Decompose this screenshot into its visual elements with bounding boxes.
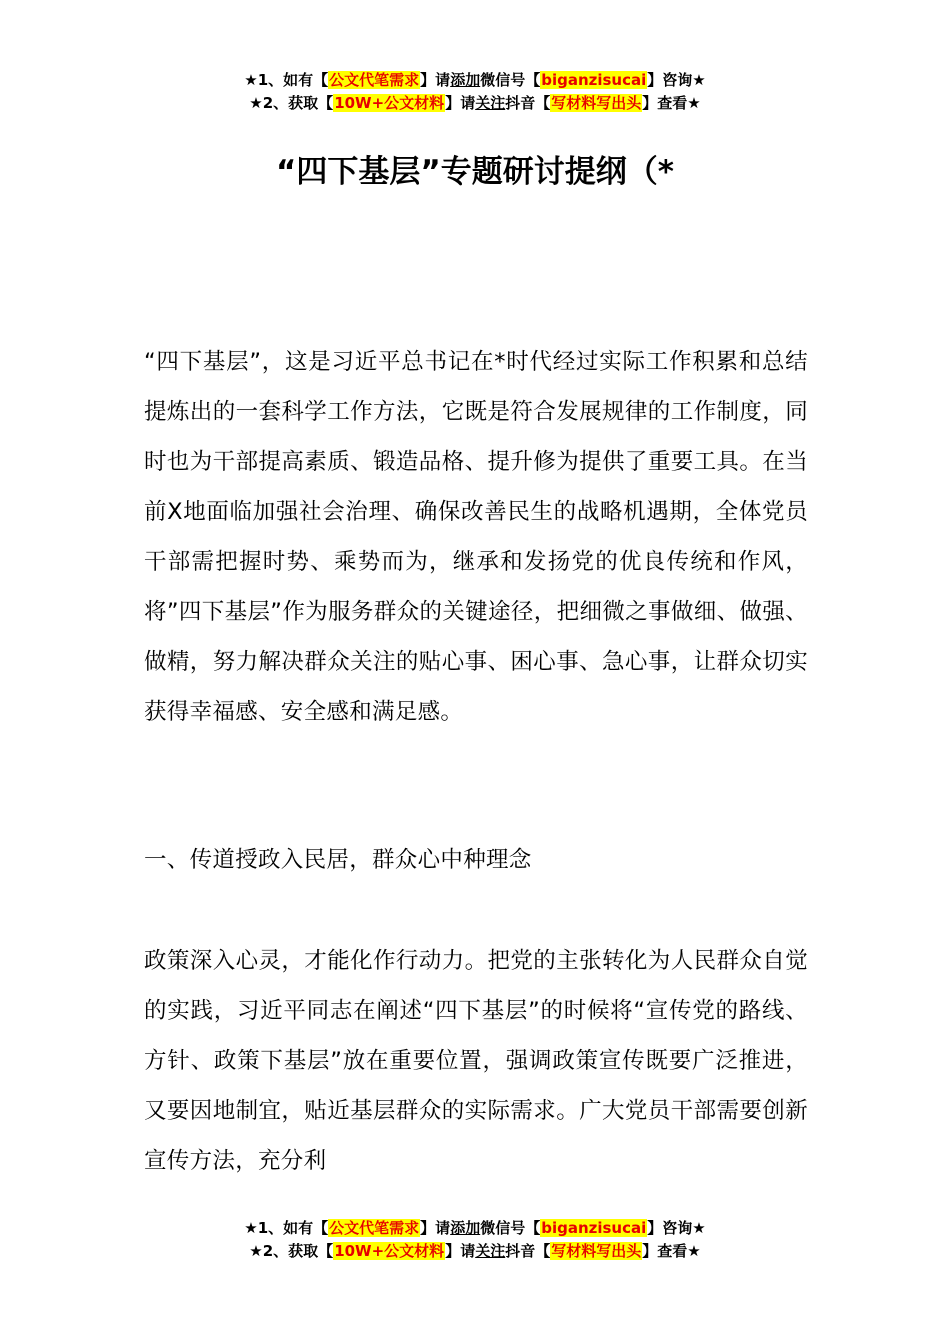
banner-line-1	[0, 69, 950, 92]
banner-text: ★2、获取【	[249, 94, 334, 112]
banner-text: 】请	[445, 94, 476, 112]
paragraph-text: “四下基层”，这是习近平总书记在*时代经过实际工作积累和总结提炼出的一套科学工作方法，它既是符合发展规律的工作制度，同时也为干部提高素质、锻造品格、提升修为提供了重要工具。在当前X地面临加强社会治理、确保改善民生的战略机遇期，全体党员干部需把握时势、乘势而为，继承和发扬党的优良传统和作风，将”四下基层”作为服务群众的关键途径，把细微之事做细、做强、做精，努力解决群众关注的贴心事、困心事、急心事，让群众切实获得幸福感、安全感和满足感。	[144, 349, 808, 725]
banner-line-1	[0, 1217, 950, 1240]
banner-highlight: biganzisucai	[541, 1219, 647, 1237]
banner-text: ★1、如有【	[244, 71, 329, 89]
banner-highlight: biganzisucai	[541, 71, 647, 89]
paragraph-text: 政策深入心灵，才能化作行动力。把党的主张转化为人民群众自觉的实践，习近平同志在阐述“四下基层”的时候将“宣传党的路线、方针、政策下基层”放在重要位置，强调政策宣传既要广泛推进，又要因地制宜，贴近基层群众的实际需求。广大党员干部需要创新宣传方法，充分利	[144, 948, 808, 1174]
banner-text: ★2、获取【	[249, 1242, 334, 1260]
banner-text: ★1、如有【	[244, 1219, 329, 1237]
banner-highlight: 公文代笔需求	[329, 1219, 420, 1237]
banner-text: 】查看★	[642, 94, 701, 112]
footer-banner	[0, 1217, 950, 1263]
banner-text: 抖音【	[505, 94, 551, 112]
banner-text: 】请	[420, 1219, 451, 1237]
banner-text: 】咨询★	[647, 71, 706, 89]
banner-line-2	[0, 1240, 950, 1263]
banner-text: 】咨询★	[647, 1219, 706, 1237]
banner-highlight: 公文代笔需求	[329, 71, 420, 89]
document-title: “四下基层”专题研讨提纲（*	[276, 154, 674, 190]
paragraph-2	[144, 936, 808, 1186]
banner-text: 抖音【	[505, 1242, 551, 1260]
banner-highlight: 写材料写出头	[551, 94, 642, 112]
section-heading-1	[144, 835, 808, 885]
heading-text: 一、传道授政入民居，群众心中种理念	[144, 847, 532, 873]
banner-highlight: 10W+公文材料	[334, 1242, 445, 1260]
banner-highlight: 写材料写出头	[551, 1242, 642, 1260]
banner-text: 关注	[475, 1242, 506, 1260]
banner-text: 】请	[420, 71, 451, 89]
banner-text: 微信号【	[480, 71, 541, 89]
banner-text: 】查看★	[642, 1242, 701, 1260]
banner-text: 关注	[475, 94, 506, 112]
banner-text: 添加	[450, 1219, 481, 1237]
banner-line-2	[0, 92, 950, 115]
paragraph-1	[144, 337, 808, 737]
banner-text: 微信号【	[480, 1219, 541, 1237]
banner-text: 】请	[445, 1242, 476, 1260]
banner-highlight: 10W+公文材料	[334, 94, 445, 112]
banner-text: 添加	[450, 71, 481, 89]
header-banner	[0, 69, 950, 115]
